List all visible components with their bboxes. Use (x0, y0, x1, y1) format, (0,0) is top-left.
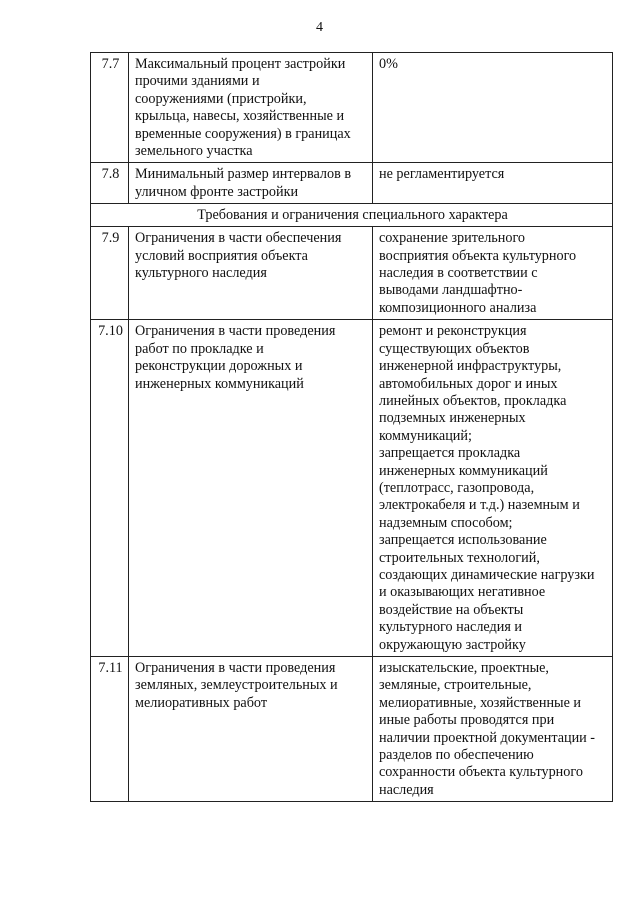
parameter-value-line: земляные, строительные, (379, 677, 532, 694)
parameter-value-line: восприятия объекта культурного (379, 247, 577, 264)
parameter-name-line: Ограничения в части обеспечения (135, 230, 342, 247)
table-row (91, 53, 613, 163)
parameter-name-line: условий восприятия объекта (135, 247, 308, 264)
parameter-value-line: выводами ландшафтно- (379, 282, 523, 299)
parameter-value-cell (373, 227, 613, 320)
parameter-value-line: воздействие на объекты (379, 601, 524, 618)
parameter-value-line: существующих объектов (379, 340, 530, 357)
parameter-name-cell (129, 227, 373, 320)
parameter-name-line: временные сооружения) в границах (135, 125, 351, 142)
parameter-value-line: и оказывающих негативное (379, 584, 546, 601)
parameter-value-line: окружающую застройку (379, 636, 526, 653)
parameter-value-line: коммуникаций; (379, 427, 472, 444)
parameter-value-line: иные работы проводятся при (379, 712, 555, 729)
table-row (91, 320, 613, 657)
parameter-value-line: ремонт и реконструкция (379, 323, 527, 340)
parameter-name-cell (129, 53, 373, 163)
parameter-name-cell (129, 657, 373, 802)
parameter-value-line: сохранности объекта культурного (379, 764, 583, 781)
parameter-value-line: создающих динамические нагрузки (379, 566, 595, 583)
table-row (91, 657, 613, 802)
parameter-name-line: уличном фронте застройки (135, 183, 299, 200)
row-number: 7.7 (91, 53, 129, 163)
table-row (91, 227, 613, 320)
parameter-name-line: Ограничения в части проведения (135, 323, 336, 340)
row-number: 7.9 (91, 227, 129, 320)
parameter-name-line: сооружениями (пристройки, (135, 90, 307, 107)
parameter-value-line: запрещается прокладка (379, 445, 521, 462)
regulations-table (90, 52, 613, 802)
parameter-name-line: Минимальный размер интервалов в (135, 166, 352, 183)
parameter-value-line: изыскательские, проектные, (379, 660, 549, 676)
parameter-value-line: (теплотрасс, газопровода, (379, 479, 535, 496)
parameter-name-cell (129, 320, 373, 657)
parameter-name-line: работ по прокладке и (135, 340, 264, 357)
parameter-name-cell (129, 163, 373, 204)
parameter-name-line: земельного участка (135, 143, 253, 160)
parameter-name-line: прочими зданиями и (135, 73, 260, 90)
parameter-value-line: запрещается использование (379, 532, 547, 549)
table-row (91, 163, 613, 204)
parameter-value-line: надземным способом; (379, 514, 513, 531)
parameter-value-line: инженерных коммуникаций (379, 462, 548, 479)
table-body-bottom (91, 227, 613, 802)
parameter-value-cell (373, 657, 613, 802)
table-body-section (91, 204, 613, 227)
parameter-value-cell (373, 53, 613, 163)
parameter-value-line: композиционного анализа (379, 299, 537, 316)
parameter-value-line: автомобильных дорог и иных (379, 375, 558, 392)
parameter-value-line: инженерной инфраструктуры, (379, 358, 562, 375)
parameter-name-line: инженерных коммуникаций (135, 375, 304, 392)
parameter-value-line: сохранение зрительного (379, 230, 526, 247)
parameter-name-line: крыльца, навесы, хозяйственные и (135, 108, 345, 125)
parameter-value-line: строительных технологий, (379, 549, 540, 566)
section-header-row (91, 204, 613, 227)
parameter-value-cell (373, 320, 613, 657)
parameter-value-line: наличии проектной документации - (379, 729, 596, 746)
section-header: Требования и ограничения специального характера (91, 204, 613, 227)
parameter-name-line: культурного наследия (135, 265, 267, 282)
table-body-top (91, 53, 613, 204)
row-number: 7.11 (91, 657, 129, 802)
parameter-value-line: культурного наследия и (379, 619, 523, 636)
row-number: 7.8 (91, 163, 129, 204)
parameter-value-line: не регламентируется (379, 166, 505, 183)
parameter-value-line: 0% (379, 56, 398, 72)
parameter-value-line: разделов по обеспечению (379, 747, 534, 764)
parameter-name-line: мелиоративных работ (135, 694, 268, 711)
parameter-value-line: мелиоративные, хозяйственные и (379, 694, 582, 711)
row-number: 7.10 (91, 320, 129, 657)
parameter-value-line: наследия (379, 781, 434, 798)
parameter-name-line: земляных, землеустроительных и (135, 677, 338, 694)
parameter-value-line: наследия в соответствии с (379, 265, 538, 282)
parameter-value-line: линейных объектов, прокладка (379, 392, 567, 409)
parameter-value-line: подземных инженерных (379, 410, 526, 427)
parameter-name-line: реконструкции дорожных и (135, 358, 303, 375)
page-number: 4 (316, 20, 323, 35)
parameter-value-cell (373, 163, 613, 204)
parameter-name-line: Ограничения в части проведения (135, 660, 336, 676)
parameter-name-line: Максимальный процент застройки (135, 56, 346, 72)
parameter-value-line: электрокабеля и т.д.) наземным и (379, 497, 580, 514)
